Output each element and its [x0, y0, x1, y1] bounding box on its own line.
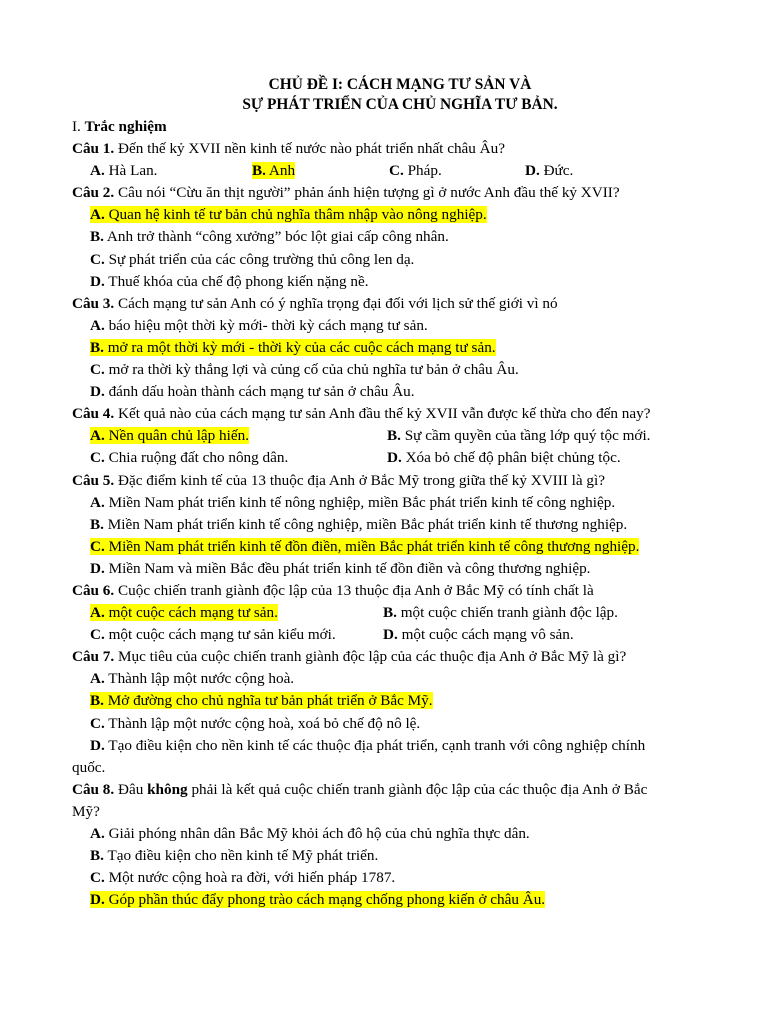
option-d [72, 889, 728, 911]
option-a: A. Thành lập một nước cộng hoà. [90, 670, 295, 688]
question-text: Kết quả nào của cách mạng tư sản Anh đầu thế kỷ XVII vẫn được kế thừa cho đến nay? [118, 405, 651, 423]
option-d-continuation: quốc. [72, 758, 106, 776]
question-label: Câu 1. [72, 140, 115, 158]
option-a: A. Hà Lan. [90, 162, 158, 180]
answer-highlight: A. Nền quân chủ lập hiến. [90, 427, 250, 445]
question-6-options-row-1 [72, 602, 728, 624]
question-text: Cách mạng tư sản Anh có ý nghĩa trọng đại đối với lịch sử thế giới vì nó [118, 294, 558, 312]
option-c: C. Một nước cộng hoà ra đời, với hiến pháp 1787. [90, 869, 396, 887]
question-4 [72, 403, 728, 425]
option-a: A. báo hiệu một thời kỳ mới- thời kỳ cách mạng tư sản. [90, 316, 428, 334]
answer-highlight: C. Miền Nam phát triển kinh tế đồn điền, miền Bắc phát triển kinh tế công thương nghiệp. [90, 537, 640, 555]
title-line-1: CHỦ ĐỀ I: CÁCH MẠNG TƯ SẢN VÀ [268, 76, 532, 93]
question-text: Câu nói “Cừu ăn thịt người” phản ánh hiện tượng gì ở nước Anh đầu thế kỷ XVII? [118, 184, 620, 202]
option-a [72, 204, 728, 226]
option-d: D. Miền Nam và miền Bắc đều phát triển kinh tế đồn điền và công thương nghiệp. [90, 559, 591, 577]
document-title [72, 75, 728, 115]
option-b: B. Sự cầm quyền của tầng lớp quý tộc mới. [387, 427, 651, 445]
option-c [72, 536, 728, 558]
option-c: C. mở ra thời kỳ thắng lợi và củng cố của chủ nghĩa tư bản ở châu Âu. [90, 361, 519, 379]
option-c: C. Thành lập một nước cộng hoà, xoá bỏ chế độ nô lệ. [90, 714, 421, 732]
question-4-options-row-1 [72, 425, 728, 447]
option-a [90, 602, 383, 624]
question-label: Câu 5. [72, 471, 115, 489]
answer-highlight: D. Góp phần thúc đẩy phong trào cách mạng chống phong kiến ở châu Âu. [90, 891, 546, 909]
question-8: Câu 8. Đâu không phải là kết quả cuộc chiến tranh giành độc lập của các thuộc địa Anh ở Bắc [72, 780, 648, 798]
option-b [72, 337, 728, 359]
option-b: B. Anh trở thành “công xưởng” bóc lột giai cấp công nhân. [90, 228, 449, 246]
question-4-options-row-2 [72, 447, 728, 469]
option-d: D. một cuộc cách mạng vô sản. [383, 626, 574, 644]
question-label: Câu 4. [72, 405, 115, 423]
question-text: Cuộc chiến tranh giành độc lập của 13 thuộc địa Anh ở Bắc Mỹ có tính chất là [118, 581, 594, 599]
option-a: A. Miền Nam phát triển kinh tế nông nghiệp, miền Bắc phát triển kinh tế công nghiệp. [90, 493, 616, 511]
option-d: D. đánh dấu hoàn thành cách mạng tư sản ở châu Âu. [90, 383, 415, 401]
question-6 [72, 580, 728, 602]
option-c: C. Sự phát triển của các công trường thủ công len dạ. [90, 250, 415, 268]
option-b: B. một cuộc chiến tranh giành độc lập. [383, 604, 618, 622]
answer-highlight: B. Anh [252, 162, 296, 180]
question-text: Mục tiêu của cuộc chiến tranh giành độc lập của các thuộc địa Anh ở Bắc Mỹ là gì? [118, 648, 627, 666]
option-d: D. Tạo điều kiện cho nền kinh tế các thuộc địa phát triển, cạnh tranh với công nghiệp chính [90, 736, 646, 754]
option-a [90, 425, 387, 447]
question-label: Câu 3. [72, 294, 115, 312]
option-c: C. Chia ruộng đất cho nông dân. [90, 449, 289, 467]
emphasis-word: không [147, 780, 188, 798]
question-2 [72, 182, 728, 204]
section-name: Trắc nghiệm [84, 118, 167, 135]
option-b: B. Miền Nam phát triển kinh tế công nghiệp, miền Bắc phát triển kinh tế thương nghiệp. [90, 515, 628, 533]
question-label: Câu 2. [72, 184, 115, 202]
question-3 [72, 293, 728, 315]
question-7 [72, 646, 728, 668]
question-8-continuation: Mỹ? [72, 802, 100, 820]
question-label: Câu 7. [72, 648, 115, 666]
option-a: A. Giải phóng nhân dân Bắc Mỹ khỏi ách đô hộ của chủ nghĩa thực dân. [90, 825, 530, 842]
option-b [252, 160, 389, 182]
question-text: Đến thế kỷ XVII nền kinh tế nước nào phát triển nhất châu Âu? [118, 140, 505, 158]
question-1 [72, 138, 728, 160]
question-label: Câu 6. [72, 581, 115, 599]
option-d: D. Xóa bỏ chế độ phân biệt chủng tộc. [387, 449, 621, 467]
title-line-2: SỰ PHÁT TRIỂN CỦA CHỦ NGHĨA TƯ BẢN. [242, 96, 558, 113]
answer-highlight: A. Quan hệ kinh tế tư bản chủ nghĩa thâm nhập vào nông nghiệp. [90, 206, 487, 224]
question-label: Câu 8. [72, 780, 115, 798]
option-b: B. Tạo điều kiện cho nền kinh tế Mỹ phát triển. [90, 847, 379, 865]
question-5 [72, 470, 728, 492]
option-b [72, 690, 728, 712]
question-6-options-row-2 [72, 624, 728, 646]
option-c: C. Pháp. [389, 162, 442, 180]
section-heading: I. Trắc nghiệm [72, 118, 167, 135]
question-1-options [72, 160, 728, 182]
option-d: D. Đức. [525, 162, 574, 180]
question-text: Đặc điểm kinh tế của 13 thuộc địa Anh ở Bắc Mỹ trong giữa thế kỷ XVIII là gì? [118, 471, 605, 489]
option-c: C. một cuộc cách mạng tư sản kiểu mới. [90, 626, 336, 644]
answer-highlight: A. một cuộc cách mạng tư sản. [90, 604, 278, 622]
answer-highlight: B. mở ra một thời kỳ mới - thời kỳ của các cuộc cách mạng tư sản. [90, 338, 496, 356]
option-d: D. Thuế khóa của chế độ phong kiến nặng nề. [90, 272, 369, 290]
answer-highlight: B. Mở đường cho chủ nghĩa tư bản phát triển ở Bắc Mỹ. [90, 692, 433, 710]
